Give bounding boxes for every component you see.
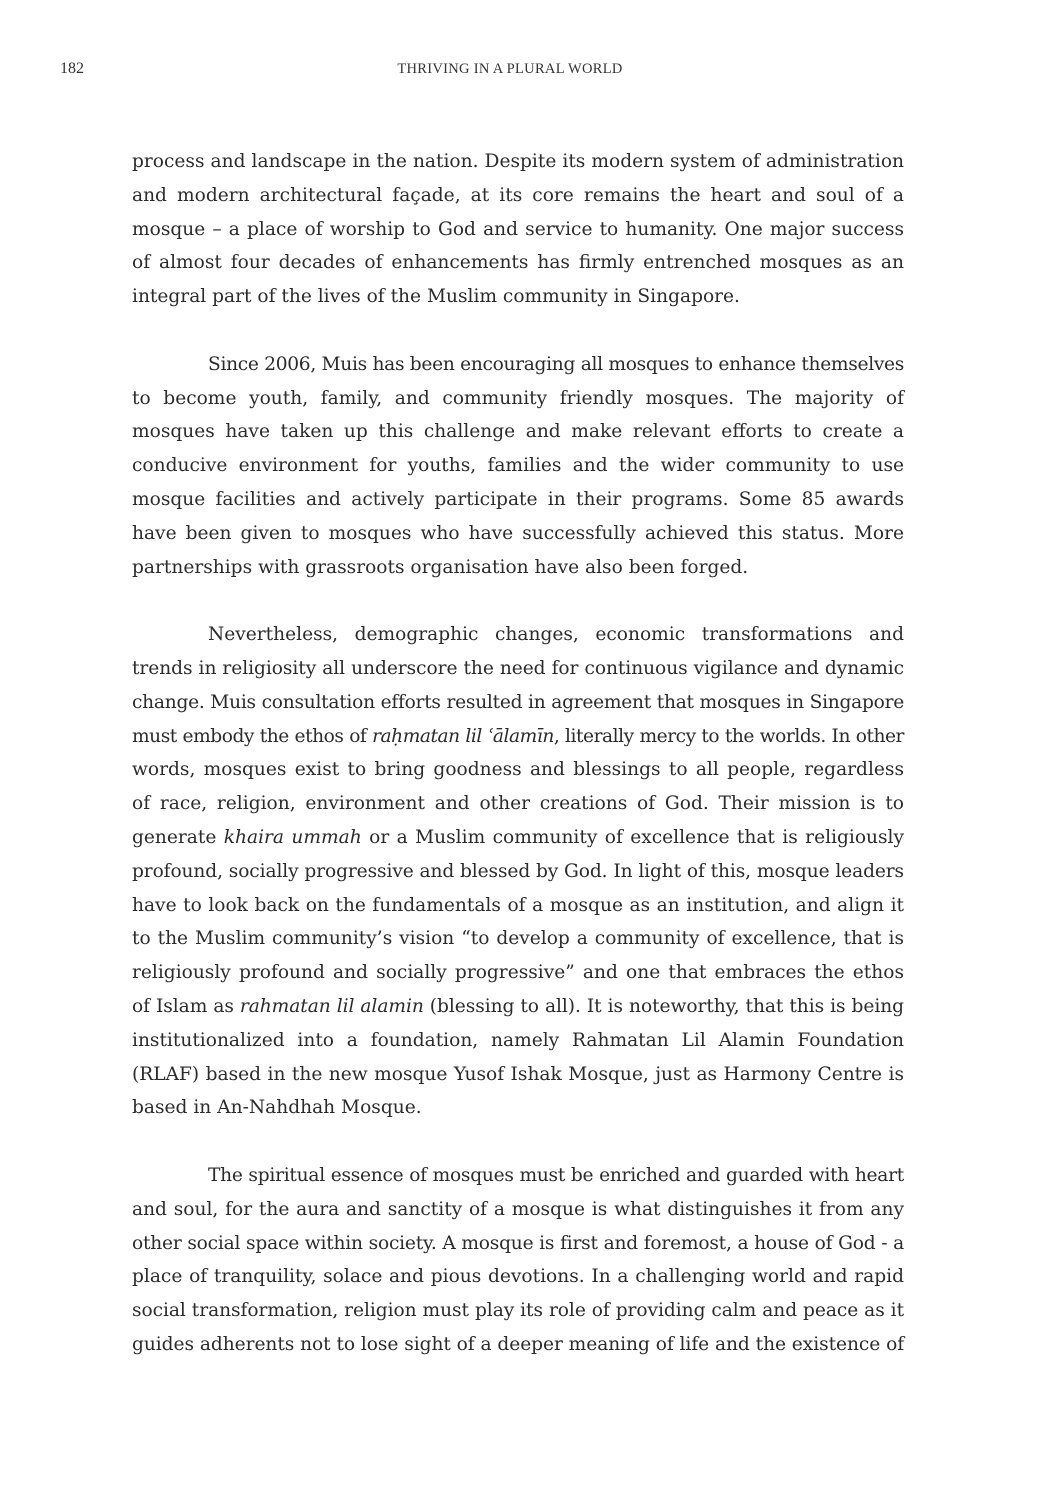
text-line xyxy=(132,990,904,1024)
text-line: have been given to mosques who have successfully achieved this status. More xyxy=(132,522,904,544)
text-line: guides adherents not to lose sight of a deeper meaning of life and the existence of xyxy=(132,1333,905,1355)
text-line: of race, religion, environment and other creations of God. Their mission is to xyxy=(132,793,904,815)
paragraph-2 xyxy=(132,348,904,585)
text-line: mosque facilities and actively participate in their programs. Some 85 awards xyxy=(132,488,904,510)
text-run: (blessing to all). It is noteworthy, that this is being xyxy=(423,995,904,1017)
text-line: based in An-Nahdhah Mosque. xyxy=(132,1097,422,1119)
text-run: generate xyxy=(132,826,224,848)
text-line: change. Muis consultation efforts resulted in agreement that mosques in Singapore xyxy=(132,691,904,713)
text-line: words, mosques exist to bring goodness and blessings to all people, regardless xyxy=(132,759,904,781)
text-line: and modern architectural façade, at its core remains the heart and soul of a xyxy=(132,184,904,206)
text-line: other social space within society. A mosque is first and foremost, a house of God - a xyxy=(132,1232,904,1254)
text-run: or a Muslim community of excellence that is religiously xyxy=(361,826,904,848)
text-line: partnerships with grassroots organisation have also been forged. xyxy=(132,556,749,578)
text-line: institutionalized into a foundation, namely Rahmatan Lil Alamin Foundation xyxy=(132,1029,904,1051)
text-line: Since 2006, Muis has been encouraging all mosques to enhance themselves xyxy=(208,353,904,375)
text-line: (RLAF) based in the new mosque Yusof Ishak Mosque, just as Harmony Centre is xyxy=(132,1063,904,1085)
text-run: , literally mercy to the worlds. In other xyxy=(553,725,904,747)
text-line: have to look back on the fundamentals of a mosque as an institution, and align it xyxy=(132,894,904,916)
paragraph-3 xyxy=(132,618,904,1125)
text-line: religiously profound and socially progressive” and one that embraces the ethos xyxy=(132,962,904,984)
italic-term-khaira-ummah: khaira ummah xyxy=(223,826,362,848)
text-line: to the Muslim community’s vision “to develop a community of excellence, that is xyxy=(132,928,904,950)
paragraph-4 xyxy=(132,1159,904,1362)
text-line: social transformation, religion must play its role of providing calm and peace as it xyxy=(132,1300,904,1322)
italic-term-rahmatan-lil-alamin: raḥmatan lil ʿālamīn xyxy=(372,725,554,747)
text-line: and soul, for the aura and sanctity of a mosque is what distinguishes it from any xyxy=(132,1198,904,1220)
paragraph-1 xyxy=(132,145,904,314)
text-line: profound, socially progressive and blessed by God. In light of this, mosque leaders xyxy=(132,860,904,882)
text-line: mosques have taken up this challenge and make relevant efforts to create a xyxy=(132,421,904,443)
body-text xyxy=(132,145,904,1395)
running-head-title: THRIVING IN A PLURAL WORLD xyxy=(397,61,623,77)
text-run: of Islam as xyxy=(132,995,240,1017)
text-line: integral part of the lives of the Muslim community in Singapore. xyxy=(132,286,740,308)
text-line: place of tranquility, solace and pious devotions. In a challenging world and rapid xyxy=(132,1266,904,1288)
text-line: process and landscape in the nation. Despite its modern system of administration xyxy=(132,151,904,172)
text-line: conducive environment for youths, families and the wider community to use xyxy=(132,455,904,477)
text-line: Nevertheless, demographic changes, economic transformations and xyxy=(208,624,904,646)
text-line: trends in religiosity all underscore the need for continuous vigilance and dynamic xyxy=(132,657,904,679)
page-number: 182 xyxy=(60,60,84,77)
text-line: to become youth, family, and community friendly mosques. The majority of xyxy=(132,387,904,409)
text-line: mosque – a place of worship to God and service to humanity. One major success xyxy=(132,218,904,240)
text-line: of almost four decades of enhancements has firmly entrenched mosques as an xyxy=(132,252,904,274)
italic-term-rahmatan-lil-alamin-plain: rahmatan lil alamin xyxy=(239,995,424,1017)
text-line xyxy=(132,720,904,754)
text-line: The spiritual essence of mosques must be enriched and guarded with heart xyxy=(208,1164,904,1186)
text-line xyxy=(132,821,904,855)
text-run: must embody the ethos of xyxy=(132,725,373,747)
